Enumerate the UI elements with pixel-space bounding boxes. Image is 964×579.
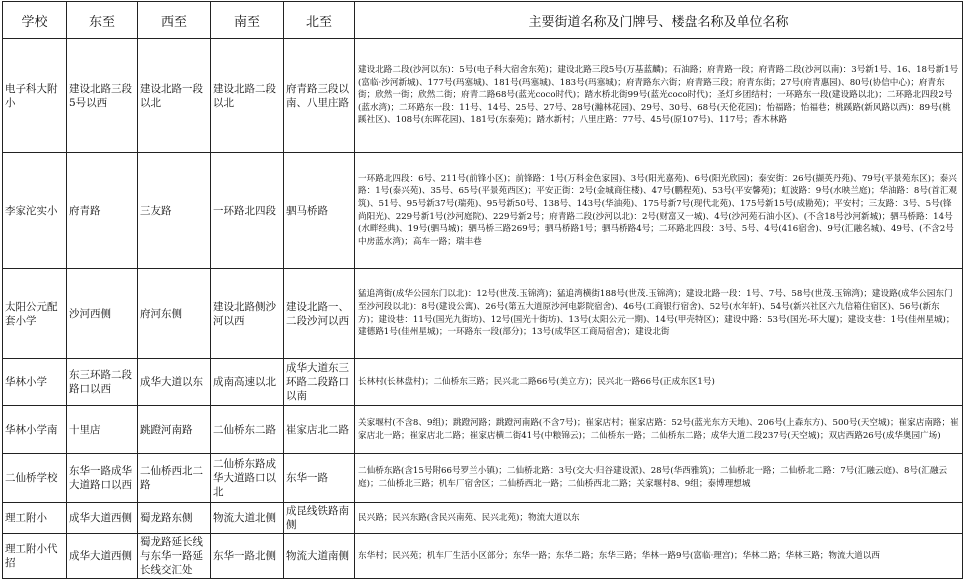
- header-west: 西至: [138, 2, 211, 39]
- streets-cell: 长林村(长林盘村)；二仙桥东三路；民兴北二路66号(美立方)；民兴北一路66号(正成东区1号): [355, 359, 963, 406]
- table-row: [3, 269, 963, 359]
- east-boundary-cell: 东华一路成华大道路口以西: [67, 454, 138, 503]
- south-boundary-cell: 东华一路北侧: [211, 534, 284, 579]
- west-boundary-cell: 蜀龙路延长线与东华一路延长线交汇处: [138, 534, 211, 579]
- south-boundary-cell: 建设北路二段以北: [211, 39, 284, 153]
- table-row: [3, 503, 963, 534]
- header-south: 南至: [211, 2, 284, 39]
- south-boundary-cell: 成南高速以北: [211, 359, 284, 406]
- east-boundary-cell: 建设北路三段5号以西: [67, 39, 138, 153]
- header-east: 东至: [67, 2, 138, 39]
- south-boundary-cell: 二仙桥东二路: [211, 406, 284, 454]
- north-boundary-cell: 成昆线铁路南侧: [284, 503, 355, 534]
- streets-cell: 猛追湾街(成华公园东门以北)：12号(世茂.玉锦湾)；猛追湾横街188号(世茂.玉锦湾)；建设北路一段：1号、7号、58号(世茂.玉锦湾)；建设路(成华公园东门至沙河段以北)：8号(建设公寓)、26号(第五大道原沙河电影院宿舍)、46号(工商银行宿舍)、52号(水年轩)、54号(新兴社区六九信箱住宿区)、56号(新东方)；建设巷：11号(国光九街坊)、12号(国光十街坊)、13号(太阳公元一期)、14号(甲壳特区)；建设中路：53号(国光-环大厦)；建设支巷：1号(佳州星城)；建德路1号(佳州星城)；一环路东一段(部分)；13号(成华区工商局宿舍)；建设北街: [355, 269, 963, 359]
- east-boundary-cell: 府青路: [67, 153, 138, 269]
- east-boundary-cell: 成华大道西侧: [67, 534, 138, 579]
- school-district-table-wrapper: [2, 1, 962, 579]
- table-row: [3, 454, 963, 503]
- school-name-cell: 理工附小代招: [3, 534, 67, 579]
- west-boundary-cell: 府河东侧: [138, 269, 211, 359]
- east-boundary-cell: 十里店: [67, 406, 138, 454]
- north-boundary-cell: 物流大道南侧: [284, 534, 355, 579]
- north-boundary-cell: 崔家店北二路: [284, 406, 355, 454]
- school-name-cell: 李家沱实小: [3, 153, 67, 269]
- header-school: 学校: [3, 2, 67, 39]
- table-row: [3, 39, 963, 153]
- school-name-cell: 电子科大附小: [3, 39, 67, 153]
- west-boundary-cell: 二仙桥西北二路: [138, 454, 211, 503]
- table-row: [3, 153, 963, 269]
- east-boundary-cell: 成华大道西侧: [67, 503, 138, 534]
- south-boundary-cell: 一环路北四段: [211, 153, 284, 269]
- north-boundary-cell: 建设北路一、二段沙河以西: [284, 269, 355, 359]
- table-row: [3, 534, 963, 579]
- school-district-table: [2, 1, 963, 579]
- school-name-cell: 二仙桥学校: [3, 454, 67, 503]
- south-boundary-cell: 二仙桥东路成华大道路口以北: [211, 454, 284, 503]
- streets-cell: 建设北路二段(沙河以东)：5号(电子科大宿舍东苑)；建设北路三段5号(万基蓝麟)；石油路；府青路一段；府青路二段(沙河以南)：3号新1号、16、18号新1号(富临·沙河新城)、177号(玛塞城)、181号(玛塞城)、183号(玛塞城)；府青路东六街；府青路三段；府青东街；27号(府青惠园)、80号(协信中心)；府青东街；欣然一街；欣然二街；府青二路68号(蓝光coco时代)；踏水桥北街99号(蓝光coco时代)；圣灯乡团结村；一环路东一段(建设路以北)；二环路北四段2号(蓝水湾)；二环路东一段：11号、14号、25号、27号、28号(瀚林花园)、29号、30号、68号(天伦花园)；怡福路；怡福巷；桃蹊路(新风路以西)：89号(桃蹊社区)、108号(东晖花园)、181号(东泰苑)；踏水新村；八里庄路：77号、45号(原107号)、117号；香木林路: [355, 39, 963, 153]
- streets-cell: 东华村；民兴苑；机车厂生活小区部分；东华一路；东华二路；东华三路；华林一路9号(富临·理宫)；华林二路；华林三路；物流大道以西: [355, 534, 963, 579]
- table-row: [3, 359, 963, 406]
- school-name-cell: 太阳公元配套小学: [3, 269, 67, 359]
- header-streets: 主要街道名称及门牌号、楼盘名称及单位名称: [355, 2, 963, 39]
- south-boundary-cell: 物流大道北侧: [211, 503, 284, 534]
- west-boundary-cell: 蜀龙路东侧: [138, 503, 211, 534]
- north-boundary-cell: 府青路三段以南、八里庄路: [284, 39, 355, 153]
- streets-cell: 二仙桥东路(含15号附66号罗兰小镇)；二仙桥北路：3号(交大·归谷建设派)、28号(华西雅筑)；二仙桥北一路；二仙桥北二路：7号(汇融云庭)、8号(汇融云庭)；二仙桥北三路；机车厂宿舍区；二仙桥西北一路；二仙桥西北二路；关家堰村8、9组；泰博理想城: [355, 454, 963, 503]
- streets-cell: 关家堰村(不含8、9组)；跳蹬河路；跳蹬河南路(不含7号)；崔家店村；崔家店路：52号(蓝光东方天地)、206号(上森东方)、500号(天空城)；崔家店南路；崔家店北一路；崔家店北二路；崔家店横二街41号(中粮锦云)；二仙桥东一路；二仙桥东二路；成华大道二段237号(天空城)；双店西路26号(成华奥园广场): [355, 406, 963, 454]
- west-boundary-cell: 三友路: [138, 153, 211, 269]
- west-boundary-cell: 跳蹬河南路: [138, 406, 211, 454]
- north-boundary-cell: 东华一路: [284, 454, 355, 503]
- south-boundary-cell: 建设北路侧沙河以西: [211, 269, 284, 359]
- school-name-cell: 华林小学: [3, 359, 67, 406]
- north-boundary-cell: 成华大道东三环路二段路口以南: [284, 359, 355, 406]
- streets-cell: 民兴路；民兴东路(含民兴南苑、民兴北苑)；物流大道以东: [355, 503, 963, 534]
- east-boundary-cell: 东三环路二段路口以西: [67, 359, 138, 406]
- streets-cell: 一环路北四段：6号、211号(前锋小区)；前锋路：1号(万科金色家园)、3号(阳光嘉苑)、6号(阳光欣园)；泰安街：26号(撷英丹苑)、79号(平景苑东区)；泰兴路：1号(泰兴苑)、35号、65号(平景苑西区)；平安正街：2号(金城商住楼)、47号(鹏程苑)、53号(平安馨苑)；虹波路：9号(水映兰庭)；华油路：8号(首汇观筑)、51号、95号新37号(瑞苑)、95号新50号、138号、143号(华油苑)、175号新7号(现代北苑)、175号新15号(成勘苑)；平安村；三友路：3号、5号(锋尚阳光)、229号新1号(沙河庭院)、229号新2号；府青路二段(沙河以北)：2号(财富又一城)、4号(沙河苑石油小区)、(不含18号沙河新城)；驷马桥路：14号(水畔经典)、19号(驷马城)；驷马桥三路269号；驷马桥路1号；驷马桥路4号；二环路北四段：3号、5号、4号(416宿舍)、9号(汇融名城)、49号、(不含2号中房蓝水湾)；高车一路；瑞丰巷: [355, 153, 963, 269]
- west-boundary-cell: 成华大道以东: [138, 359, 211, 406]
- header-north: 北至: [284, 2, 355, 39]
- east-boundary-cell: 沙河西侧: [67, 269, 138, 359]
- table-row: [3, 406, 963, 454]
- school-name-cell: 华林小学南: [3, 406, 67, 454]
- north-boundary-cell: 驷马桥路: [284, 153, 355, 269]
- header-row: [3, 2, 963, 39]
- west-boundary-cell: 建设北路一段以北: [138, 39, 211, 153]
- school-name-cell: 理工附小: [3, 503, 67, 534]
